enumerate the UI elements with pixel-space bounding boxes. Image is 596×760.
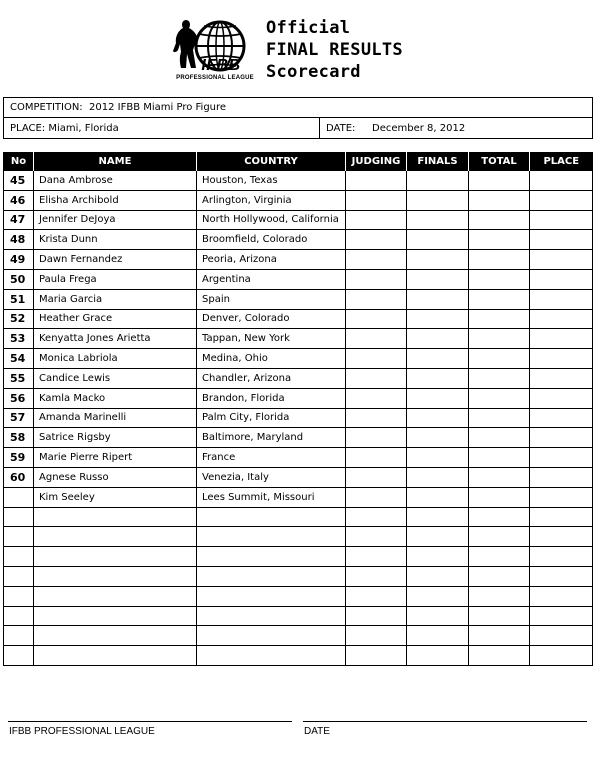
cell-place: [530, 527, 593, 547]
cell-judging: [346, 467, 407, 487]
cell-place: [530, 210, 593, 230]
cell-no: 54: [4, 349, 34, 369]
cell-judging: [346, 190, 407, 210]
cell-name: Jennifer DeJoya: [34, 210, 197, 230]
date-signature-label: DATE: [304, 726, 330, 737]
table-row: [4, 171, 593, 191]
cell-no: 46: [4, 190, 34, 210]
cell-no: 58: [4, 428, 34, 448]
cell-finals: [407, 388, 469, 408]
cell-country: Tappan, New York: [197, 329, 346, 349]
cell-judging: [346, 448, 407, 468]
cell-total: [469, 646, 530, 666]
table-row: [4, 190, 593, 210]
cell-country: Denver, Colorado: [197, 309, 346, 329]
cell-name: [34, 527, 197, 547]
cell-no: 55: [4, 368, 34, 388]
cell-total: [469, 566, 530, 586]
title-line-3: Scorecard: [266, 62, 361, 82]
cell-country: Brandon, Florida: [197, 388, 346, 408]
cell-no: [4, 487, 34, 507]
results-table: [3, 152, 593, 666]
cell-country: [197, 507, 346, 527]
cell-country: [197, 527, 346, 547]
cell-name: Monica Labriola: [34, 349, 197, 369]
cell-place: [530, 269, 593, 289]
cell-judging: [346, 626, 407, 646]
cell-judging: [346, 250, 407, 270]
table-row: [4, 646, 593, 666]
cell-place: [530, 230, 593, 250]
cell-name: Krista Dunn: [34, 230, 197, 250]
cell-country: [197, 547, 346, 567]
cell-finals: [407, 230, 469, 250]
cell-total: [469, 467, 530, 487]
scorecard-header: [0, 0, 596, 92]
cell-country: Medina, Ohio: [197, 349, 346, 369]
cell-name: [34, 626, 197, 646]
cell-judging: [346, 388, 407, 408]
cell-finals: [407, 269, 469, 289]
cell-finals: [407, 428, 469, 448]
cell-finals: [407, 368, 469, 388]
place-date-divider: [319, 118, 320, 138]
cell-name: Maria Garcia: [34, 289, 197, 309]
cell-place: [530, 250, 593, 270]
cell-country: Arlington, Virginia: [197, 190, 346, 210]
cell-finals: [407, 448, 469, 468]
cell-country: Lees Summit, Missouri: [197, 487, 346, 507]
cell-name: [34, 507, 197, 527]
cell-total: [469, 388, 530, 408]
cell-finals: [407, 527, 469, 547]
cell-no: 47: [4, 210, 34, 230]
cell-name: Dawn Fernandez: [34, 250, 197, 270]
cell-judging: [346, 527, 407, 547]
cell-country: Broomfield, Colorado: [197, 230, 346, 250]
logo-league-text: PROFESSIONAL LEAGUE: [176, 75, 254, 81]
cell-finals: [407, 309, 469, 329]
cell-finals: [407, 349, 469, 369]
cell-judging: [346, 586, 407, 606]
cell-place: [530, 566, 593, 586]
cell-place: [530, 547, 593, 567]
cell-place: [530, 507, 593, 527]
cell-name: Dana Ambrose: [34, 171, 197, 191]
cell-place: [530, 487, 593, 507]
cell-no: 60: [4, 467, 34, 487]
column-header-no: No: [4, 152, 34, 171]
cell-finals: [407, 606, 469, 626]
cell-total: [469, 171, 530, 191]
table-row: [4, 368, 593, 388]
cell-place: [530, 388, 593, 408]
cell-name: Heather Grace: [34, 309, 197, 329]
cell-finals: [407, 547, 469, 567]
cell-place: [530, 368, 593, 388]
cell-total: [469, 507, 530, 527]
cell-finals: [407, 190, 469, 210]
table-row: [4, 250, 593, 270]
cell-no: 53: [4, 329, 34, 349]
cell-no: [4, 586, 34, 606]
cell-no: 45: [4, 171, 34, 191]
cell-total: [469, 527, 530, 547]
cell-no: [4, 547, 34, 567]
cell-total: [469, 448, 530, 468]
cell-finals: [407, 566, 469, 586]
column-header-country: COUNTRY: [197, 152, 346, 171]
cell-no: [4, 507, 34, 527]
table-row: [4, 527, 593, 547]
cell-finals: [407, 586, 469, 606]
cell-country: [197, 646, 346, 666]
cell-judging: [346, 547, 407, 567]
cell-country: [197, 586, 346, 606]
cell-total: [469, 487, 530, 507]
cell-judging: [346, 606, 407, 626]
table-row: [4, 349, 593, 369]
cell-country: [197, 606, 346, 626]
cell-place: [530, 329, 593, 349]
cell-judging: [346, 349, 407, 369]
cell-no: [4, 646, 34, 666]
place-date-row: [4, 118, 592, 138]
cell-country: North Hollywood, California: [197, 210, 346, 230]
table-row: [4, 388, 593, 408]
cell-total: [469, 606, 530, 626]
signature-line-date: [303, 721, 587, 722]
competition-row: [4, 98, 592, 118]
cell-name: Amanda Marinelli: [34, 408, 197, 428]
table-row: [4, 586, 593, 606]
cell-judging: [346, 329, 407, 349]
cell-total: [469, 586, 530, 606]
cell-name: [34, 646, 197, 666]
cell-place: [530, 428, 593, 448]
column-header-place: PLACE: [530, 152, 593, 171]
cell-no: 52: [4, 309, 34, 329]
cell-place: [530, 190, 593, 210]
table-row: [4, 329, 593, 349]
cell-no: [4, 606, 34, 626]
competition-info-box: [3, 97, 593, 139]
cell-country: [197, 626, 346, 646]
place-value: Miami, Florida: [48, 122, 119, 134]
cell-finals: [407, 467, 469, 487]
cell-judging: [346, 408, 407, 428]
cell-no: [4, 626, 34, 646]
cell-judging: [346, 171, 407, 191]
date-value: December 8, 2012: [372, 122, 466, 134]
cell-judging: [346, 566, 407, 586]
cell-judging: [346, 230, 407, 250]
cell-no: 48: [4, 230, 34, 250]
cell-finals: [407, 329, 469, 349]
cell-judging: [346, 289, 407, 309]
table-header-row: [4, 152, 593, 171]
column-header-name: NAME: [34, 152, 197, 171]
cell-country: France: [197, 448, 346, 468]
cell-name: Kenyatta Jones Arietta: [34, 329, 197, 349]
title-line-2: FINAL RESULTS: [266, 40, 403, 60]
cell-total: [469, 368, 530, 388]
table-row: [4, 289, 593, 309]
cell-name: Candice Lewis: [34, 368, 197, 388]
table-row: [4, 230, 593, 250]
cell-place: [530, 646, 593, 666]
cell-judging: [346, 269, 407, 289]
cell-country: Houston, Texas: [197, 171, 346, 191]
column-header-total: TOTAL: [469, 152, 530, 171]
table-row: [4, 547, 593, 567]
cell-name: Kamla Macko: [34, 388, 197, 408]
table-row: [4, 428, 593, 448]
table-row: [4, 467, 593, 487]
cell-judging: [346, 507, 407, 527]
cell-judging: [346, 210, 407, 230]
cell-name: Marie Pierre Ripert: [34, 448, 197, 468]
cell-no: 56: [4, 388, 34, 408]
table-row: [4, 507, 593, 527]
cell-country: [197, 566, 346, 586]
cell-name: Paula Frega: [34, 269, 197, 289]
competition-value: 2012 IFBB Miami Pro Figure: [89, 102, 227, 113]
table-row: [4, 487, 593, 507]
cell-name: [34, 586, 197, 606]
competition-field: [10, 98, 226, 117]
cell-no: 59: [4, 448, 34, 468]
logo-ifbb-text: IFBB: [201, 57, 241, 74]
cell-no: 51: [4, 289, 34, 309]
cell-finals: [407, 646, 469, 666]
cell-total: [469, 329, 530, 349]
cell-country: Chandler, Arizona: [197, 368, 346, 388]
cell-country: Palm City, Florida: [197, 408, 346, 428]
cell-judging: [346, 428, 407, 448]
cell-country: Peoria, Arizona: [197, 250, 346, 270]
place-field: [10, 118, 119, 138]
cell-name: [34, 547, 197, 567]
cell-no: 57: [4, 408, 34, 428]
column-header-judging: JUDGING: [346, 152, 407, 171]
column-header-finals: FINALS: [407, 152, 469, 171]
cell-total: [469, 547, 530, 567]
cell-place: [530, 349, 593, 369]
title-line-1: Official: [266, 18, 351, 38]
cell-country: Venezia, Italy: [197, 467, 346, 487]
cell-place: [530, 171, 593, 191]
cell-total: [469, 269, 530, 289]
cell-name: Elisha Archibold: [34, 190, 197, 210]
cell-no: 49: [4, 250, 34, 270]
cell-place: [530, 408, 593, 428]
cell-country: Baltimore, Maryland: [197, 428, 346, 448]
cell-place: [530, 309, 593, 329]
table-row: [4, 210, 593, 230]
table-row: [4, 309, 593, 329]
table-row: [4, 448, 593, 468]
cell-finals: [407, 289, 469, 309]
cell-finals: [407, 487, 469, 507]
cell-name: [34, 606, 197, 626]
cell-total: [469, 289, 530, 309]
competition-label: COMPETITION:: [10, 102, 83, 113]
table-row: [4, 606, 593, 626]
table-row: [4, 269, 593, 289]
cell-place: [530, 586, 593, 606]
cell-finals: [407, 250, 469, 270]
cell-place: [530, 606, 593, 626]
cell-place: [530, 448, 593, 468]
cell-name: Agnese Russo: [34, 467, 197, 487]
cell-place: [530, 626, 593, 646]
cell-finals: [407, 210, 469, 230]
cell-no: [4, 527, 34, 547]
cell-country: Spain: [197, 289, 346, 309]
page-title: [266, 17, 403, 83]
cell-total: [469, 309, 530, 329]
cell-name: Satrice Rigsby: [34, 428, 197, 448]
place-label: PLACE:: [10, 122, 46, 134]
date-label: DATE:: [326, 122, 356, 134]
cell-name: [34, 566, 197, 586]
cell-total: [469, 626, 530, 646]
logo-wordmark: [170, 58, 260, 81]
cell-finals: [407, 507, 469, 527]
table-row: [4, 408, 593, 428]
signature-line-league: [8, 721, 292, 722]
cell-name: Kim Seeley: [34, 487, 197, 507]
results-body: [4, 171, 593, 666]
cell-total: [469, 349, 530, 369]
cell-finals: [407, 408, 469, 428]
cell-total: [469, 408, 530, 428]
cell-finals: [407, 171, 469, 191]
table-row: [4, 626, 593, 646]
cell-place: [530, 289, 593, 309]
cell-judging: [346, 368, 407, 388]
cell-finals: [407, 626, 469, 646]
cell-total: [469, 230, 530, 250]
league-signature-label: IFBB PROFESSIONAL LEAGUE: [9, 726, 155, 737]
cell-no: [4, 566, 34, 586]
cell-total: [469, 428, 530, 448]
cell-total: [469, 250, 530, 270]
cell-total: [469, 190, 530, 210]
cell-judging: [346, 646, 407, 666]
cell-no: 50: [4, 269, 34, 289]
cell-total: [469, 210, 530, 230]
cell-judging: [346, 487, 407, 507]
cell-place: [530, 467, 593, 487]
table-row: [4, 566, 593, 586]
cell-country: Argentina: [197, 269, 346, 289]
cell-judging: [346, 309, 407, 329]
